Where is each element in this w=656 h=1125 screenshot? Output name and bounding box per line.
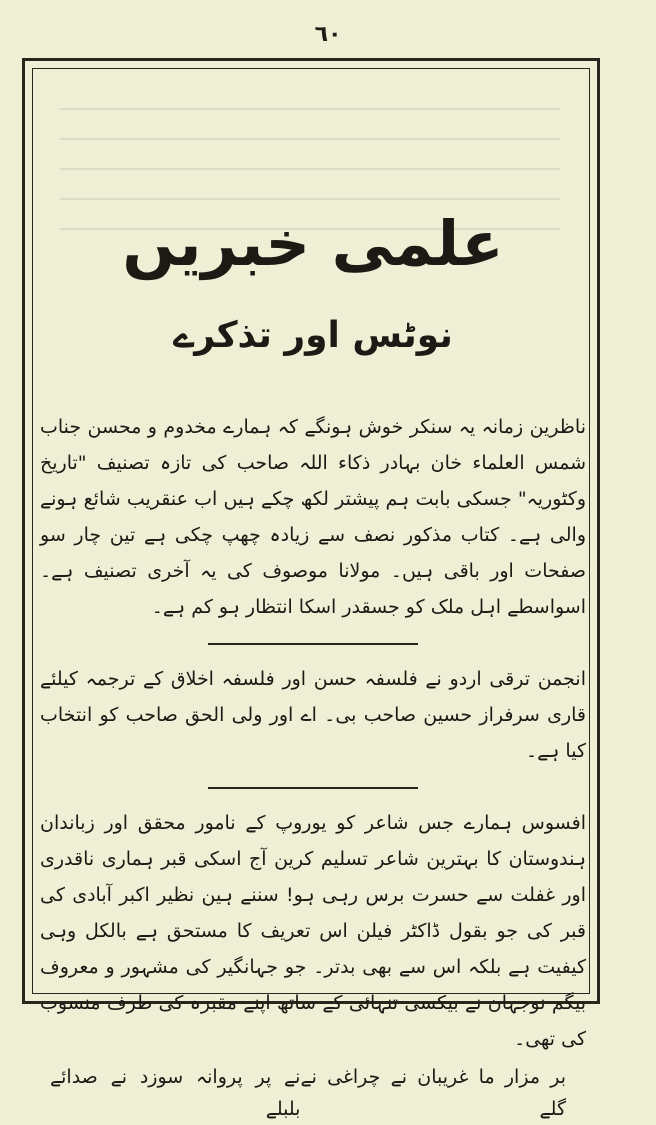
article-subtitle: نوٹس اور تذکرے	[173, 315, 453, 357]
page-number: ٦٠	[314, 22, 342, 47]
article	[40, 90, 586, 1125]
section-divider	[208, 787, 418, 789]
article-title: علمی خبریں	[122, 207, 504, 280]
paragraph-nazir-akbarabadi: افسوس ہمارے جس شاعر کو یوروپ کے نامور محقق اور زباندان ہندوستان کا بہترین شاعر تسلیم کرین آج اسکی قبر ہماری ناقدری اور غفلت سے حسرت برس رہی ہو! سننے ہین نظیر اکبر آبادی کی قبر کی جو بقول ڈاکٹر فیلن اس تعریف کا مستحق ہے بالکل وہی کیفیت ہے بلکہ اس سے بھی بدتر۔ جو جہانگیر کی مشہور و معروف بیگم نوجہان نے بیکسی تنہائی کے ساتھ اپنے مقبرہ کی طرف منسوب کی تھی۔	[40, 812, 586, 1051]
section-divider	[208, 643, 418, 645]
couplet-first-line: بر مزار ما غریبان نے چراغی نے گلے	[300, 1066, 566, 1121]
paragraph-anjuman-taraqqi: انجمن ترقی اردو نے فلسفہ حسن اور فلسفہ اخلاق کے ترجمہ کیلئے قاری سرفراز حسین صاحب بی۔ اے اور ولی الحق صاحب کو انتخاب کیا ہے۔	[40, 668, 586, 763]
couplet-second-line: نے پر پروانہ سوزد نے صدائے بلبلے	[50, 1066, 301, 1121]
persian-couplet	[40, 1061, 586, 1125]
paragraph-tarikh-victoria: ناظرین زمانہ یہ سنکر خوش ہونگے کہ ہمارے مخدوم و محسن جناب شمس العلماء خان بہادر ذکاء اللہ صاحب کی تازہ تصنیف "تاریخ وکٹوریہ" جسکی بابت ہم پیشتر لکھ چکے ہیں اب عنقریب شائع ہونے والی ہے۔ کتاب مذکور نصف سے زیادہ چھپ چکی ہے تین چار سو صفحات اور باقی ہیں۔ مولانا موصوف کی یہ آخری تصنیف ہے۔ اسواسطے اہل ملک کو جسقدر اسکا انتظار ہو کم ہے۔	[40, 416, 586, 619]
